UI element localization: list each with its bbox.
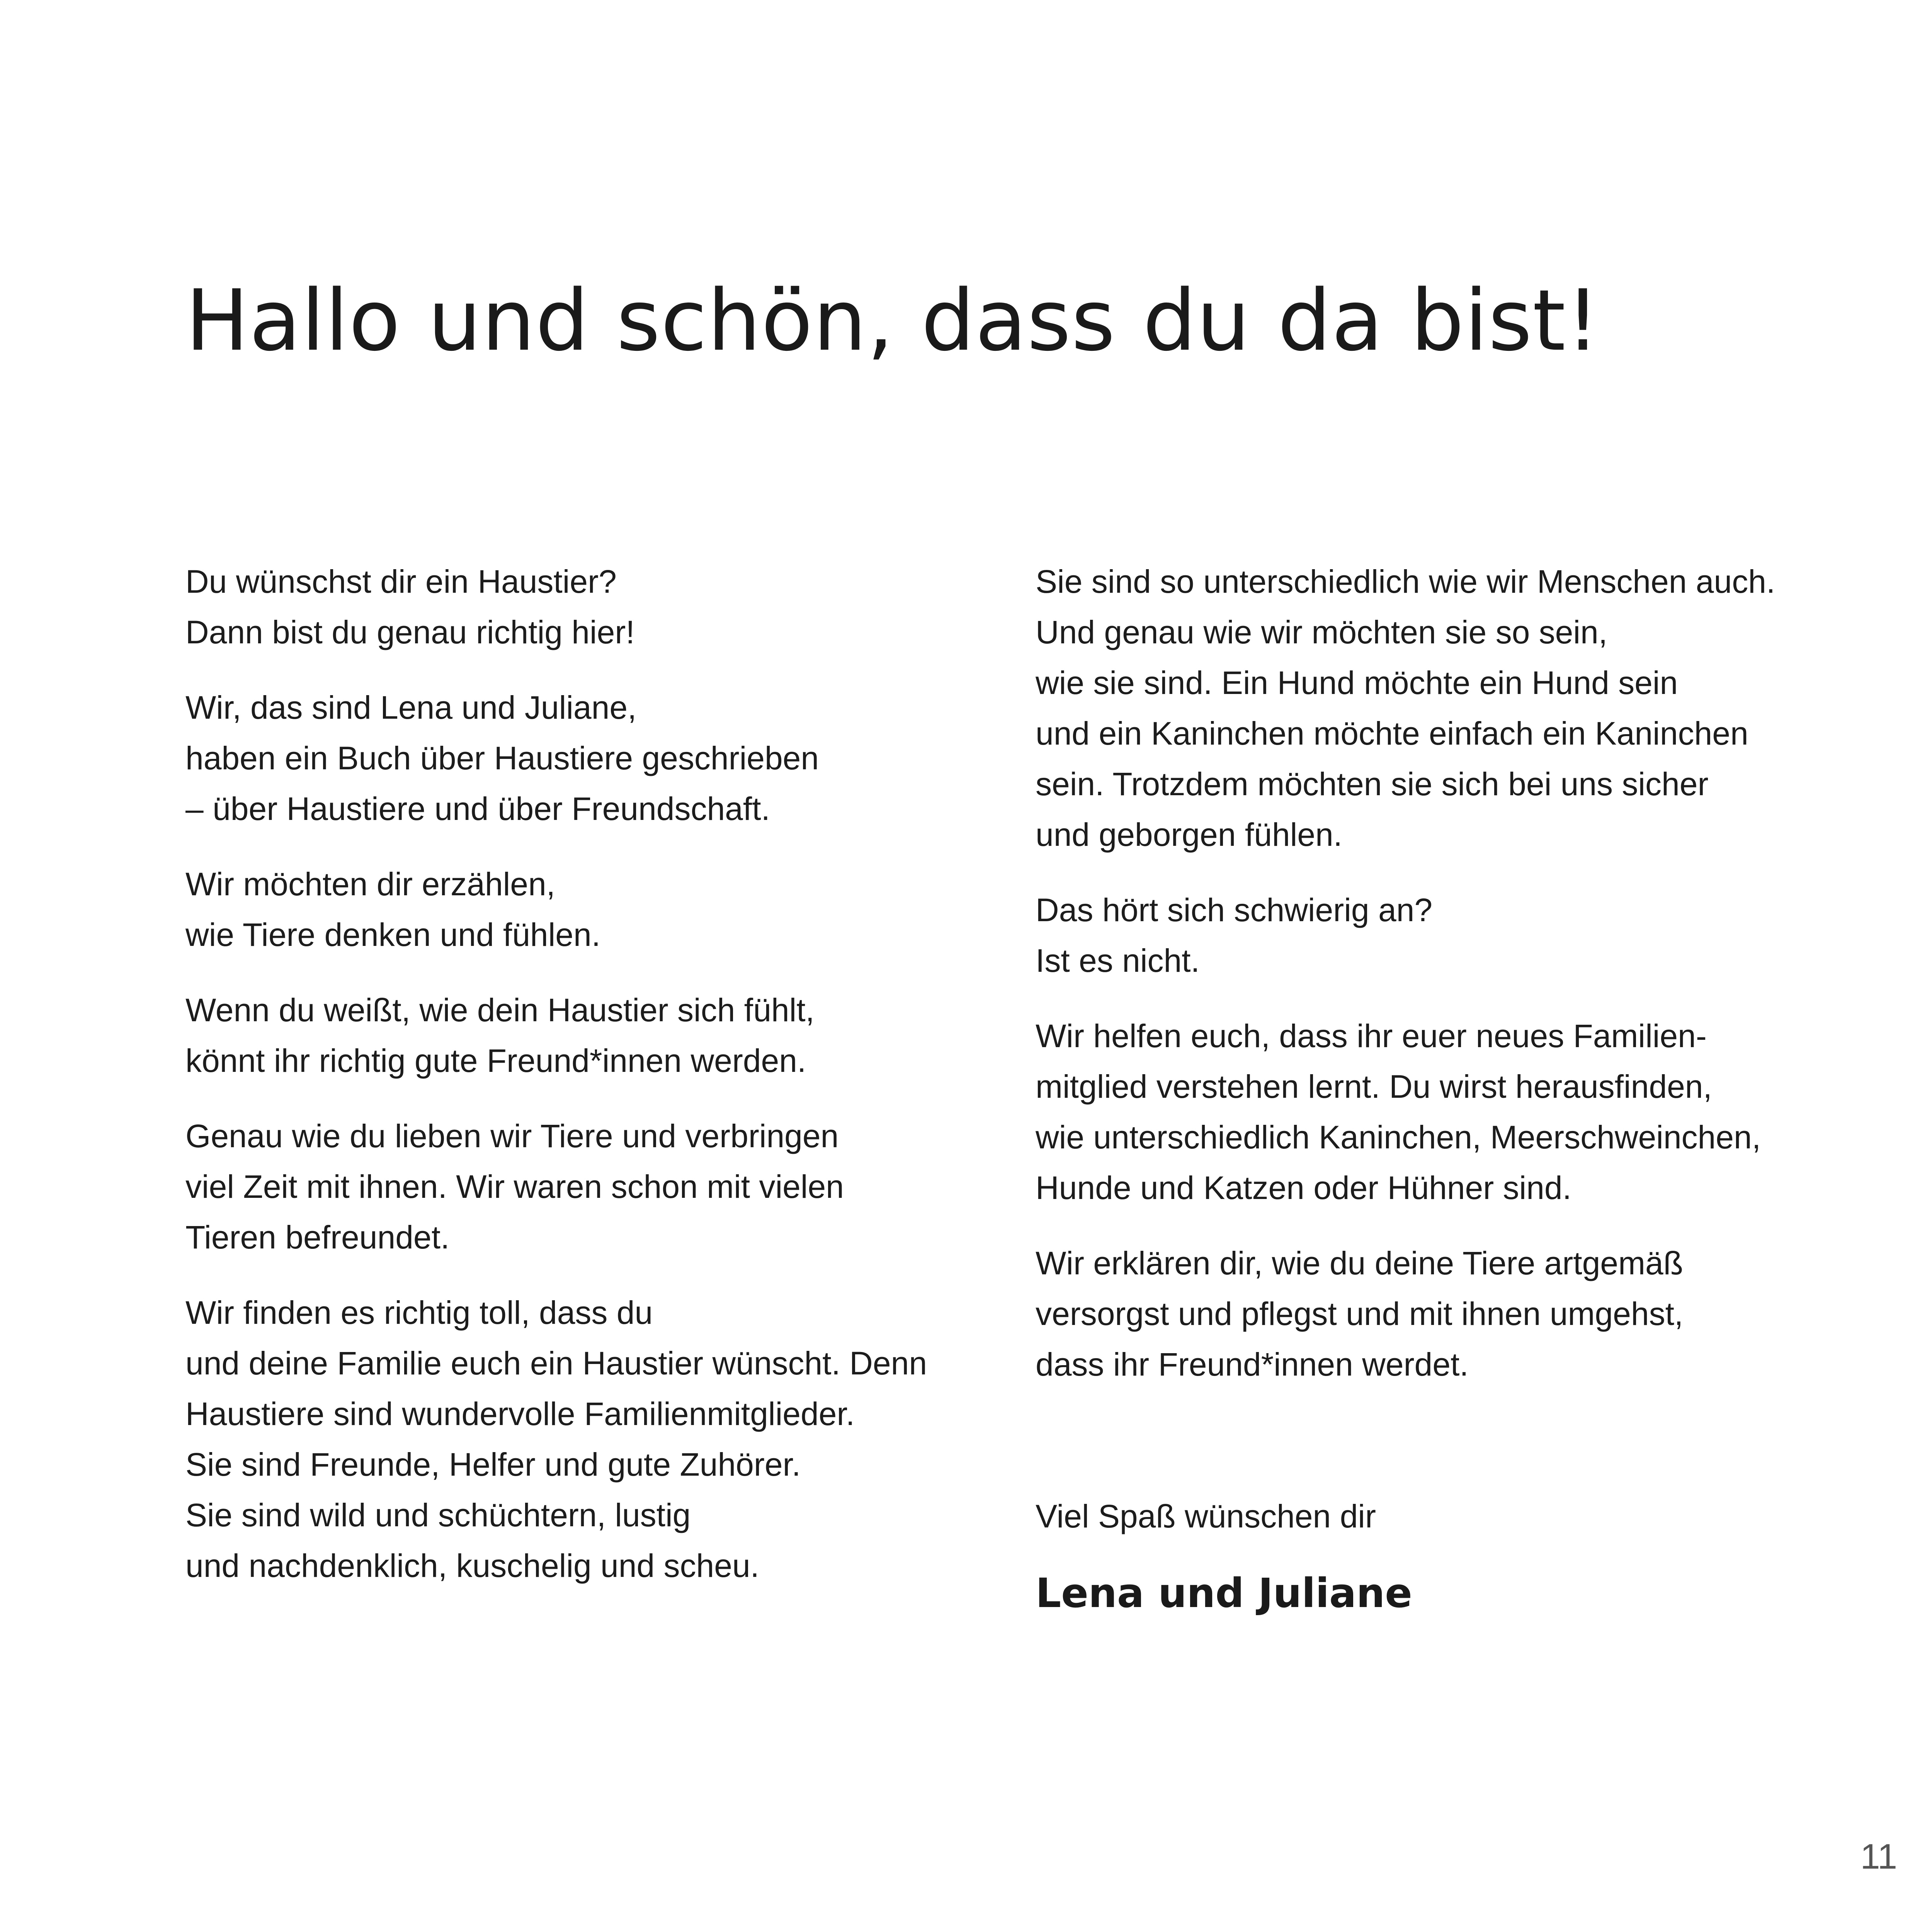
closing-line: Viel Spaß wünschen dir	[1036, 1498, 1376, 1534]
text-line: mitglied verstehen lernt. Du wirst herausfinden,	[1036, 1068, 1712, 1105]
text-line: versorgst und pflegst und mit ihnen umgehst,	[1036, 1296, 1684, 1332]
paragraph	[185, 1111, 1005, 1263]
text-line: Ist es nicht.	[1036, 942, 1200, 979]
paragraph	[185, 1287, 1005, 1591]
paragraph	[1036, 1011, 1862, 1213]
paragraph	[1036, 556, 1862, 860]
text-line: und nachdenklich, kuschelig und scheu.	[185, 1548, 760, 1584]
text-line: Sie sind Freunde, Helfer und gute Zuhörer.	[185, 1446, 801, 1483]
left-text-column	[185, 556, 1005, 1616]
text-line: Hunde und Katzen oder Hühner sind.	[1036, 1170, 1571, 1206]
text-line: Haustiere sind wundervolle Familienmitglieder.	[185, 1396, 855, 1432]
text-line: könnt ihr richtig gute Freund*innen werden.	[185, 1043, 806, 1079]
text-line: wie Tiere denken und fühlen.	[185, 917, 601, 953]
page-number: 11	[1860, 1837, 1897, 1876]
text-line: Wir erklären dir, wie du deine Tiere artgemäß	[1036, 1245, 1684, 1281]
text-line: Wir finden es richtig toll, dass du	[185, 1294, 653, 1331]
author-signature: Lena und Juliane	[1036, 1570, 1412, 1617]
text-line: Du wünschst dir ein Haustier?	[185, 563, 617, 600]
text-line: sein. Trotzdem möchten sie sich bei uns sicher	[1036, 766, 1709, 802]
text-line: haben ein Buch über Haustiere geschrieben	[185, 740, 819, 776]
right-text-column	[1036, 556, 1862, 1622]
text-line: Wir möchten dir erzählen,	[185, 866, 556, 902]
text-line: wie sie sind. Ein Hund möchte ein Hund sein	[1036, 665, 1678, 701]
text-line: Sie sind so unterschiedlich wie wir Menschen auch.	[1036, 563, 1776, 600]
text-line: Und genau wie wir möchten sie so sein,	[1036, 614, 1608, 650]
paragraph	[1036, 885, 1862, 986]
text-line: – über Haustiere und über Freundschaft.	[185, 791, 770, 827]
paragraph	[1036, 1238, 1862, 1390]
text-line: Wir, das sind Lena und Juliane,	[185, 689, 637, 726]
text-line: und deine Familie euch ein Haustier wünscht. Denn	[185, 1345, 927, 1381]
paragraph	[185, 985, 1005, 1086]
paragraph	[185, 682, 1005, 834]
text-line: Wir helfen euch, dass ihr euer neues Familien-	[1036, 1018, 1707, 1054]
text-line: und geborgen fühlen.	[1036, 816, 1343, 853]
text-line: Wenn du weißt, wie dein Haustier sich fühlt,	[185, 992, 815, 1028]
text-line: viel Zeit mit ihnen. Wir waren schon mit vielen	[185, 1168, 844, 1205]
text-line: Genau wie du lieben wir Tiere und verbringen	[185, 1118, 839, 1154]
text-line: und ein Kaninchen möchte einfach ein Kaninchen	[1036, 715, 1748, 752]
text-line: Das hört sich schwierig an?	[1036, 892, 1433, 928]
paragraph	[185, 859, 1005, 960]
text-line: dass ihr Freund*innen werdet.	[1036, 1346, 1469, 1383]
text-line: Tieren befreundet.	[185, 1219, 450, 1255]
paragraph	[185, 556, 1005, 658]
text-line: Dann bist du genau richtig hier!	[185, 614, 635, 650]
right-paragraphs	[1036, 556, 1862, 1390]
text-line: Sie sind wild und schüchtern, lustig	[185, 1497, 691, 1533]
text-line: wie unterschiedlich Kaninchen, Meerschweinchen,	[1036, 1119, 1761, 1155]
page-title: Hallo und schön, dass du da bist!	[185, 272, 1600, 370]
